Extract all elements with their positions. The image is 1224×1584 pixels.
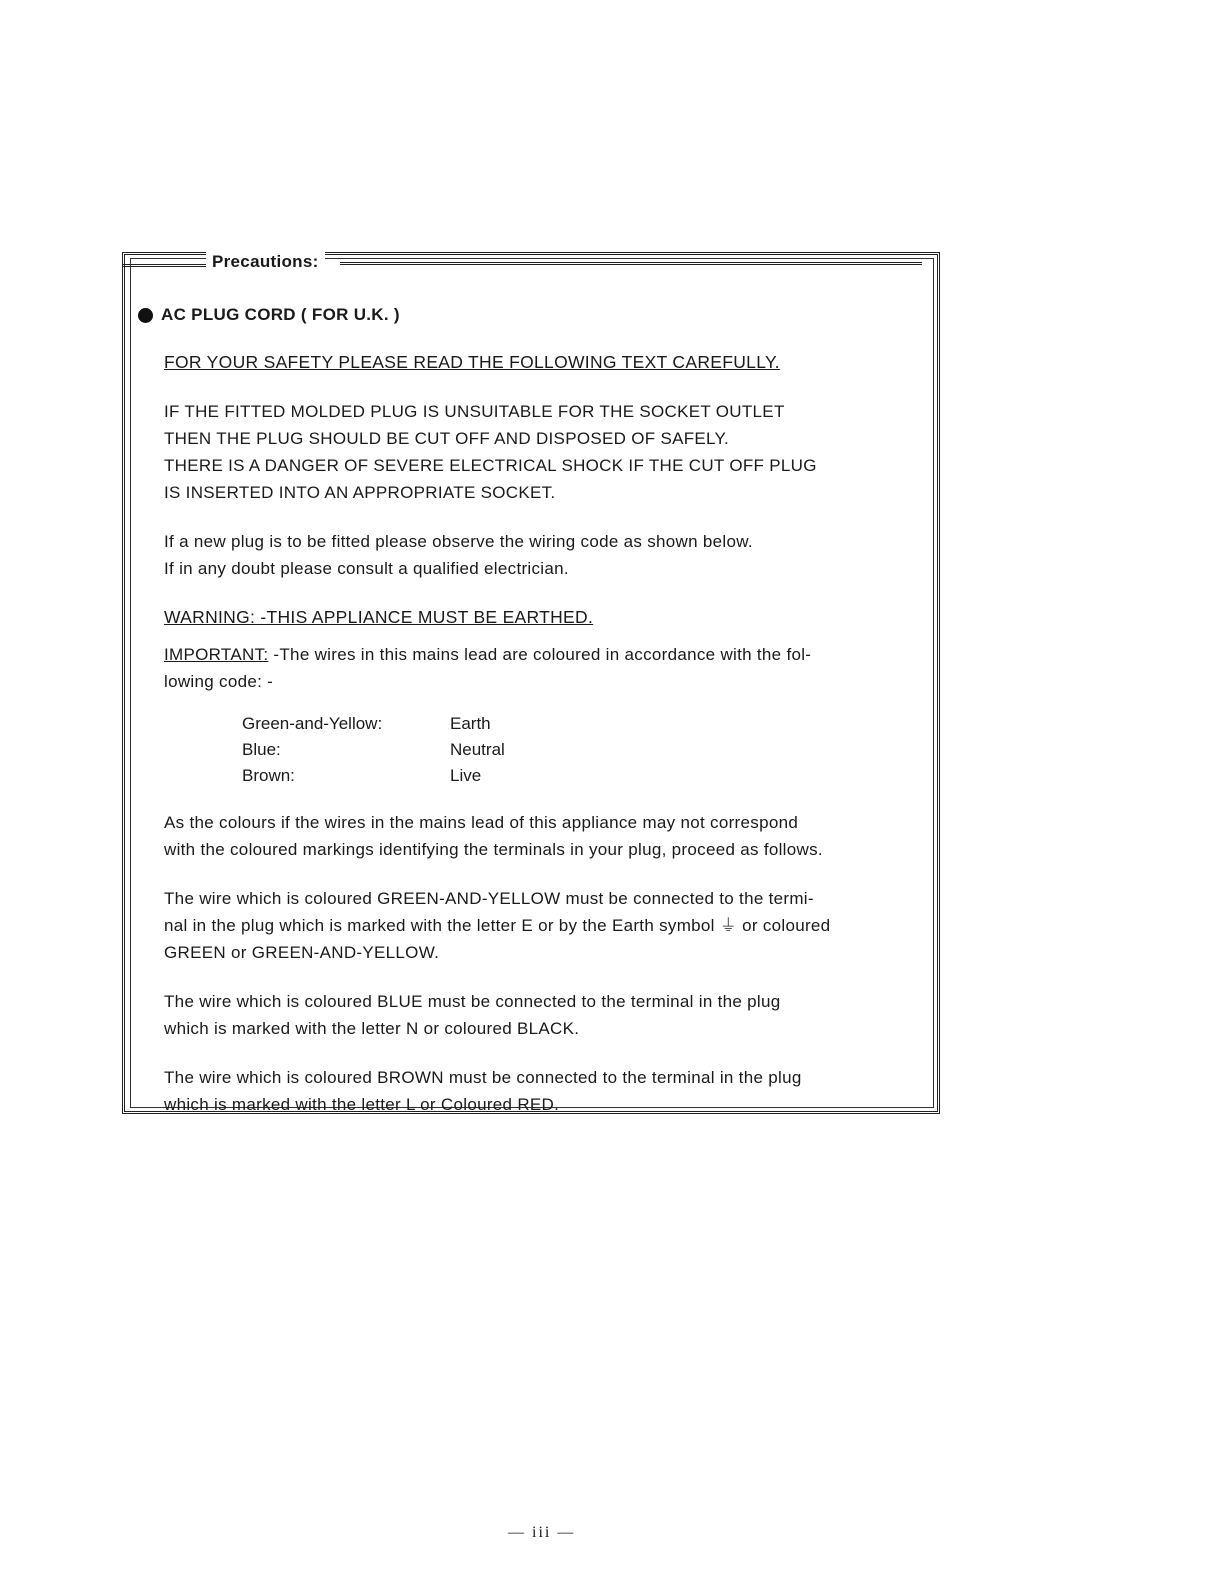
paragraph-line: which is marked with the letter L or Coloured RED. <box>164 1095 560 1114</box>
blue-wire-paragraph <box>164 988 918 1042</box>
paragraph-line: The wire which is coloured BLUE must be connected to the terminal in the plug <box>164 992 781 1011</box>
wire-function: Earth <box>450 714 491 733</box>
paragraph-line: with the coloured markings identifying the terminals in your plug, proceed as follows. <box>164 840 823 859</box>
precautions-title: Precautions: <box>206 252 325 272</box>
wiring-code-table <box>242 711 505 789</box>
header-rule-left <box>122 264 206 267</box>
wire-function: Live <box>450 766 482 785</box>
page-number: — iii — <box>508 1524 576 1541</box>
brown-wire-paragraph <box>164 1064 918 1118</box>
paragraph-line: IF THE FITTED MOLDED PLUG IS UNSUITABLE FOR THE SOCKET OUTLET <box>164 402 785 421</box>
paragraph-line: THEN THE PLUG SHOULD BE CUT OFF AND DISPOSED OF SAFELY. <box>164 429 730 448</box>
important-text: -The wires in this mains lead are coloured in accordance with the fol- <box>268 645 812 664</box>
wire-colour: Blue: <box>242 740 281 759</box>
important-note <box>164 641 918 695</box>
wiring-code-row <box>242 737 505 763</box>
earthed-warning: WARNING: -THIS APPLIANCE MUST BE EARTHED. <box>164 607 594 627</box>
wiring-code-row <box>242 763 505 789</box>
green-yellow-wire-paragraph <box>164 885 918 966</box>
wire-colour: Brown: <box>242 766 295 785</box>
paragraph-line: If in any doubt please consult a qualified electrician. <box>164 559 569 578</box>
paragraph-line: THERE IS A DANGER OF SEVERE ELECTRICAL SHOCK IF THE CUT OFF PLUG <box>164 456 817 475</box>
wiring-code-row <box>242 711 505 737</box>
bullet-icon <box>138 308 153 323</box>
important-text-continued: lowing code: - <box>164 672 274 691</box>
wire-colour: Green-and-Yellow: <box>242 714 383 733</box>
section-heading-text: AC PLUG CORD ( FOR U.K. ) <box>161 305 400 324</box>
paragraph-line: As the colours if the wires in the mains lead of this appliance may not correspond <box>164 813 799 832</box>
paragraph-line: GREEN or GREEN-AND-YELLOW. <box>164 943 440 962</box>
section-heading <box>138 305 918 325</box>
paragraph-line: nal in the plug which is marked with the letter E or by the Earth symbol ⏚ or coloured <box>164 916 831 935</box>
paragraph-line: If a new plug is to be fitted please observe the wiring code as shown below. <box>164 532 753 551</box>
colours-note-paragraph <box>164 809 918 863</box>
paragraph-line: The wire which is coloured GREEN-AND-YELLOW must be connected to the termi- <box>164 889 814 908</box>
paragraph-line: IS INSERTED INTO AN APPROPRIATE SOCKET. <box>164 483 556 502</box>
safety-title: FOR YOUR SAFETY PLEASE READ THE FOLLOWING TEXT CAREFULLY. <box>164 352 780 372</box>
important-label: IMPORTANT: <box>164 645 269 664</box>
paragraph-line: which is marked with the letter N or coloured BLACK. <box>164 1019 580 1038</box>
new-plug-paragraph <box>164 528 918 582</box>
paragraph-line: The wire which is coloured BROWN must be connected to the terminal in the plug <box>164 1068 802 1087</box>
cut-off-plug-paragraph <box>164 398 918 506</box>
header-rule-right <box>340 262 922 265</box>
wire-function: Neutral <box>450 740 505 759</box>
precautions-content <box>138 305 918 1140</box>
